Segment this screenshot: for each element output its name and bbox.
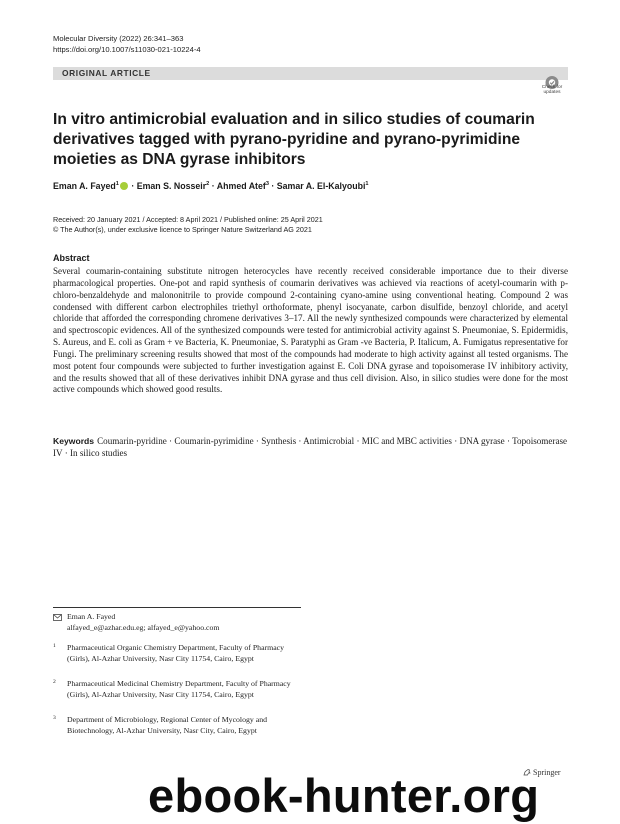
keywords-label: Keywords (53, 436, 95, 446)
publication-dates: Received: 20 January 2021 / Accepted: 8 April 2021 / Published online: 25 April 2021 (53, 215, 323, 224)
corresponding-author-email[interactable]: alfayed_e@azhar.edu.eg; alfayed_e@yahoo.com (67, 623, 220, 632)
affiliation-text: Pharmaceutical Organic Chemistry Department, Faculty of Pharmacy (Girls), Al-Azhar University, Nasr City 11754, Cairo, Egypt (67, 643, 285, 663)
affiliation-number: 1 (53, 643, 56, 649)
watermark-text: ebook-hunter.org (148, 769, 540, 822)
article-type-band (53, 67, 568, 80)
article-type-label: ORIGINAL ARTICLE (62, 68, 151, 78)
affiliation-text: Pharmaceutical Medicinal Chemistry Department, Faculty of Pharmacy (Girls), Al-Azhar University, Nasr City 11754, Cairo, Egypt (67, 679, 291, 699)
author-list (53, 181, 369, 191)
author-separator: · (268, 181, 277, 191)
footnote-divider (53, 607, 301, 608)
author-affiliation-mark: 3 (265, 181, 269, 188)
keywords-section (53, 436, 568, 460)
springer-name: Springer (533, 768, 561, 777)
affiliation-item (53, 715, 303, 749)
check-for-updates-line1: Check for (541, 85, 563, 90)
author-name[interactable]: Eman S. Nosseir (136, 181, 207, 191)
article-title: In vitro antimicrobial evaluation and in silico studies of coumarin derivatives tagged with pyrano-pyridine and pyrano-pyrimidine moieties as DNA gyrase inhibitors (53, 111, 535, 168)
affiliation-item (53, 679, 303, 713)
corresponding-author-name: Eman A. Fayed (67, 612, 116, 621)
abstract-heading: Abstract (53, 253, 90, 263)
author-affiliation-mark: 1 (115, 181, 119, 188)
affiliation-number: 2 (53, 679, 56, 685)
check-for-updates-line2: updates (543, 90, 561, 96)
author-name[interactable]: Eman A. Fayed (53, 181, 116, 191)
author-name[interactable]: Samar A. El-Kalyoubi (276, 181, 366, 191)
orcid-icon[interactable] (120, 182, 128, 190)
doi-link[interactable]: https://doi.org/10.1007/s11030-021-10224-4 (53, 45, 201, 54)
abstract-body: Several coumarin-containing substitute nitrogen heterocycles have recently received considerable importance due to their diverse pharmacological properties. One-pot and rapid synthesis of coumarin derivatives was achieved via reactions of acetyl-coumarin with p-chloro-benzaldehyde and malononitrile to provide compound 2-containing cyano-amine using conventional heating. Compound 2 was condensed with different carbon electrophiles triethyl orthoformate, phenyl isocyanate, carbon disulfide, benzoyl chloride, and acetyl chloride that afforded the corresponding chromene derivatives 3–17. All the newly synthesized compounds were characterized by elemental and spectroscopic evidences. All of the synthesized compounds were tested for antimicrobial activity against S. Pneumoniae, S. Epidermidis, S. Aureus, and E. coli as Gram + ve Bacteria, K. Pneumoniae, S. Paratyphi as Gram -ve Bacteria, P. Italicum, A. Fumigatus representative for Fungi. The preliminary screening results showed that most of the compounds had moderate to high activity against all tested organisms. The most potent four compounds were subjected to further investigation against E. Coli DNA gyrase and topoisomerase IV inhibitory activity, and the results showed that all of these derivatives inhibit DNA gyrase and thus cell division. Also, in silico studies were done for the most active compounds which showed good results. (53, 266, 568, 395)
journal-citation: Molecular Diversity (2022) 26:341–363 (53, 34, 184, 43)
affiliation-number: 3 (53, 715, 56, 721)
copyright-notice: © The Author(s), under exclusive licence to Springer Nature Switzerland AG 2021 (53, 225, 312, 234)
author-affiliation-mark: 2 (206, 181, 210, 188)
check-for-updates-label (537, 85, 567, 96)
author-separator: · (209, 181, 217, 191)
author-affiliation-mark: 1 (365, 181, 369, 188)
affiliation-item (53, 643, 303, 677)
keywords-text: Coumarin-pyridine · Coumarin-pyrimidine · Synthesis · Antimicrobial · MIC and MBC activities · DNA gyrase · Topoisomerase IV · In silico studies (53, 436, 568, 458)
author-separator: · (128, 181, 137, 191)
author-name[interactable]: Ahmed Atef (216, 181, 266, 191)
envelope-icon (53, 614, 62, 621)
affiliation-text: Department of Microbiology, Regional Center of Mycology and Biotechnology, Al-Azhar University, Nasr City, Cairo, Egypt (67, 715, 268, 735)
